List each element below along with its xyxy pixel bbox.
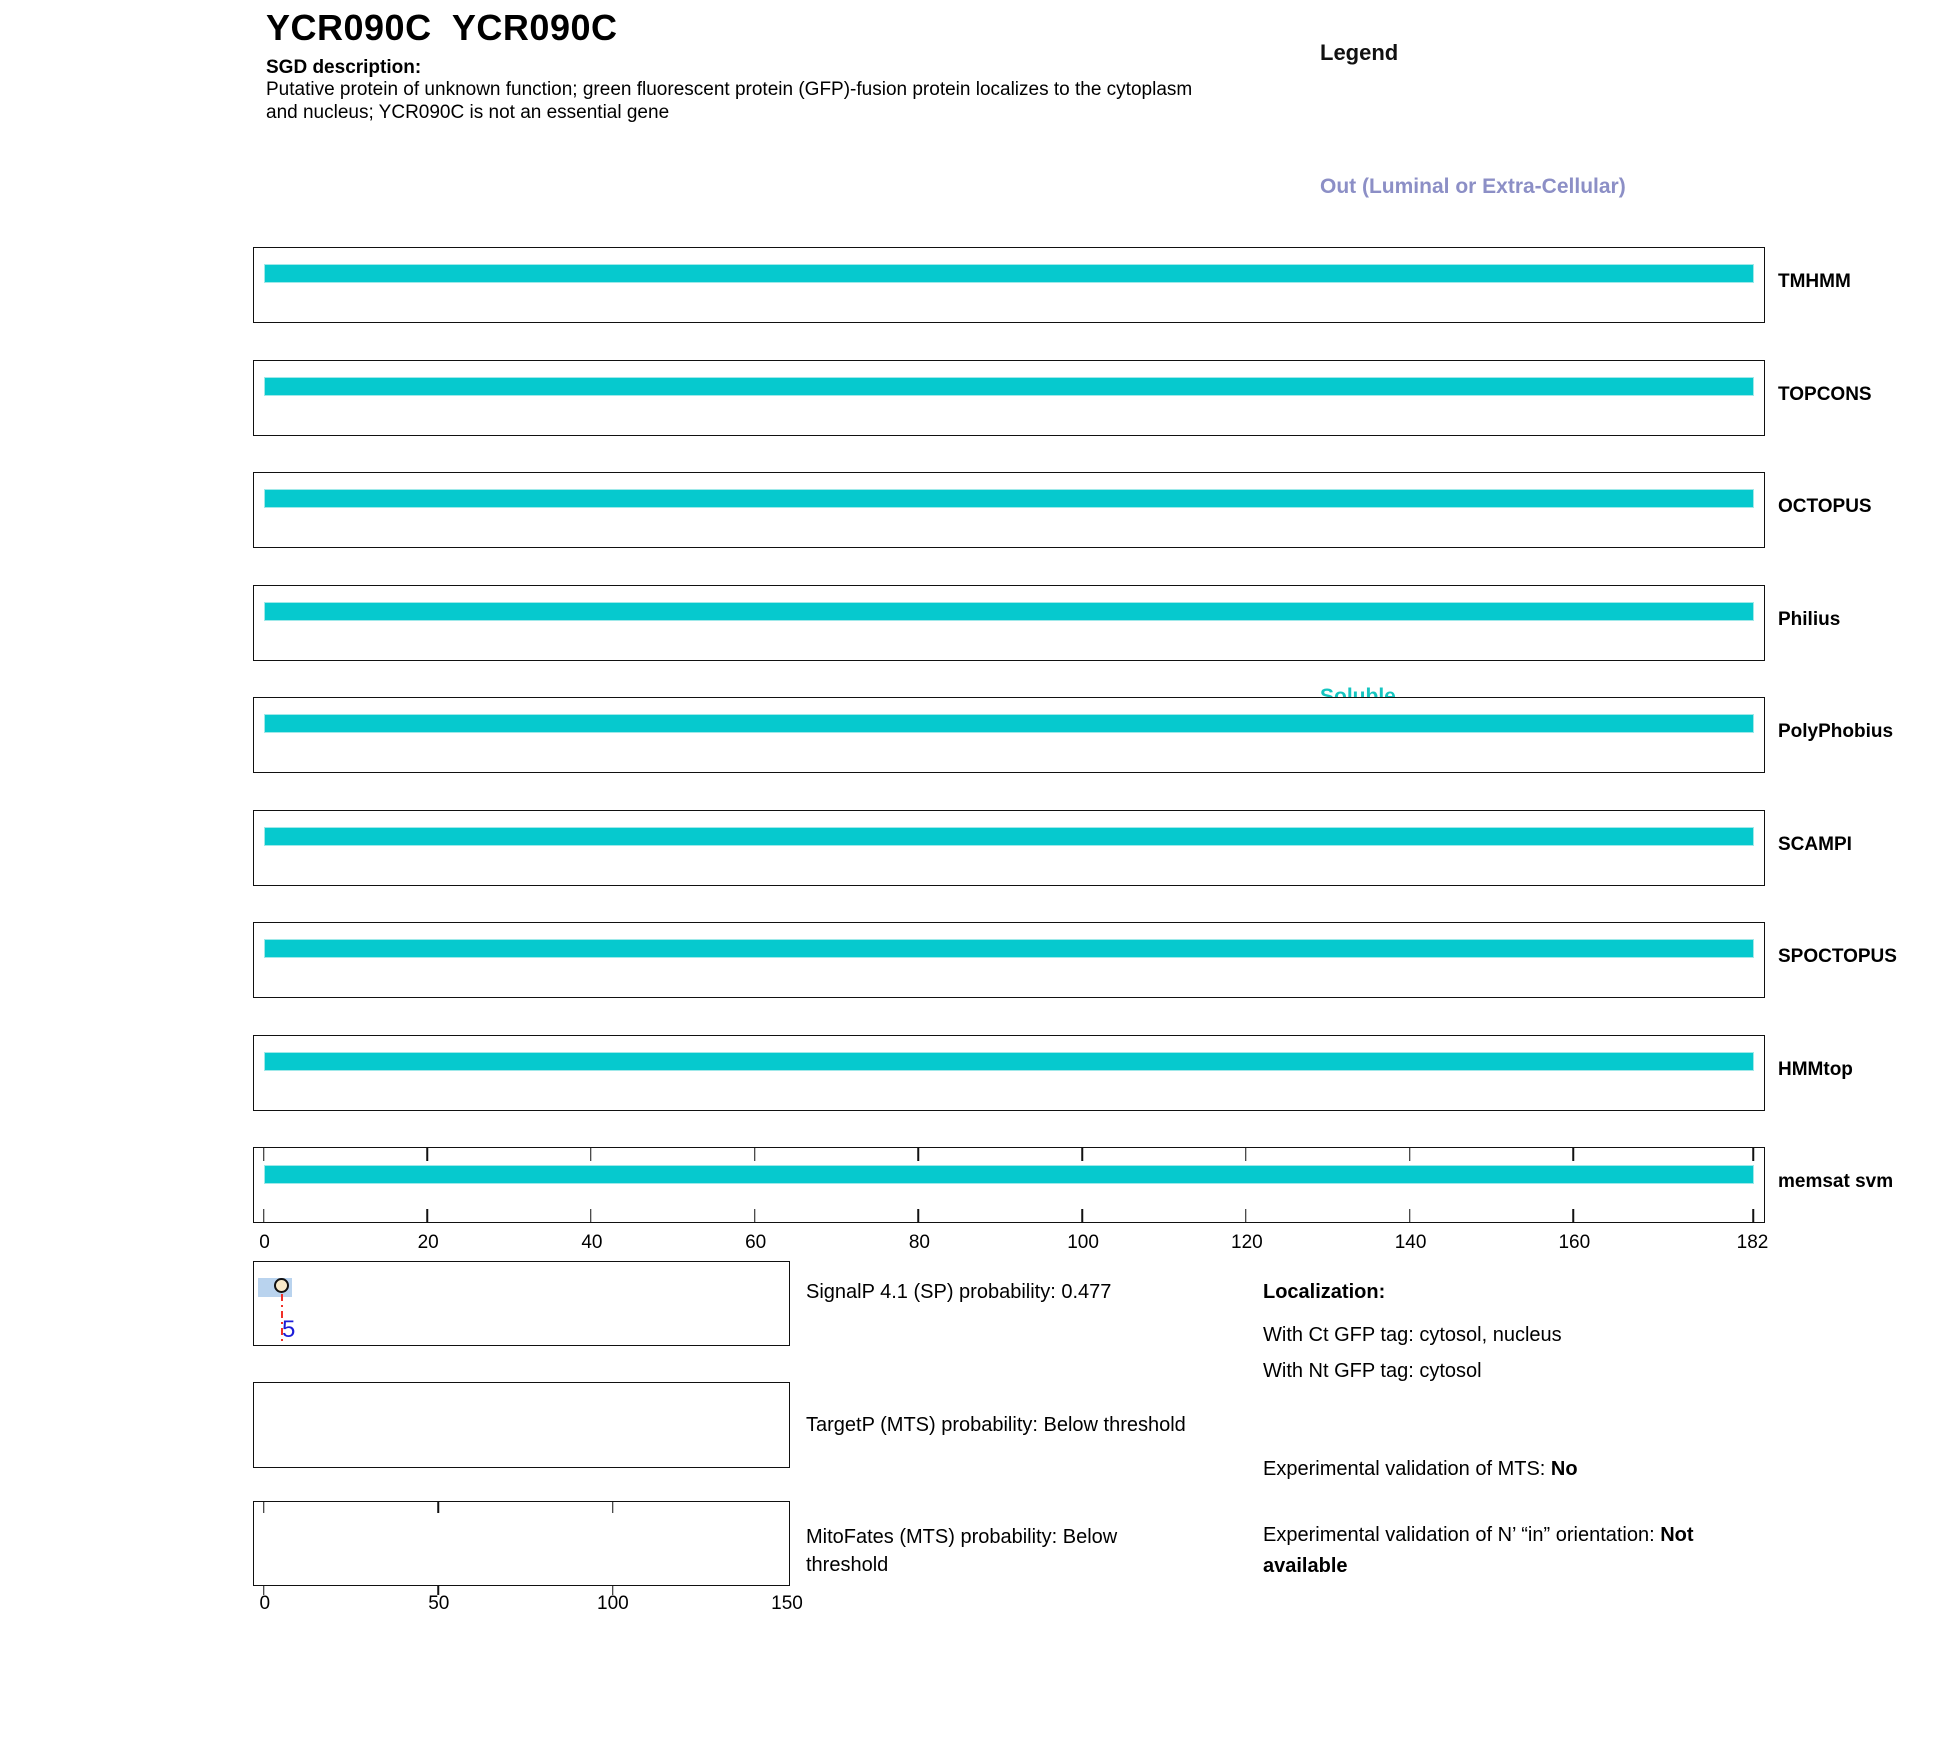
axis-tick-label: 0 — [259, 1232, 270, 1253]
sgd-description-heading: SGD description: — [266, 57, 422, 78]
axis-tick — [1573, 1209, 1575, 1222]
axis-tick-label: 80 — [908, 1232, 930, 1253]
legend-items — [1320, 102, 1727, 782]
soluble-bar — [264, 1052, 1754, 1071]
axis-tick-label: 140 — [1394, 1232, 1427, 1253]
axis-tick-label: 50 — [428, 1593, 450, 1614]
track-label-spoctopus: SPOCTOPUS — [1778, 946, 1897, 967]
cleavage-position-label: 5 — [282, 1316, 296, 1343]
axis-tick — [263, 1209, 265, 1222]
track-box-philius — [253, 585, 1765, 661]
targetp-text: TargetP (MTS) probability: Below threshold — [806, 1414, 1186, 1436]
orientation-validation-value1: Not — [1660, 1524, 1694, 1546]
track-label-scampi: SCAMPI — [1778, 834, 1852, 855]
mts-validation-text: Experimental validation of MTS: — [1263, 1458, 1551, 1480]
axis-ticks-bottom — [254, 1148, 1764, 1222]
axis-tick — [1753, 1209, 1755, 1222]
sgd-description-line1: Putative protein of unknown function; green fluorescent protein (GFP)-fusion protein localizes to the cytoplasm — [266, 79, 1193, 100]
legend-item-out: Out (Luminal or Extra-Cellular) — [1320, 175, 1626, 198]
track-label-memsat-svm: memsat svm — [1778, 1171, 1894, 1192]
track-label-octopus: OCTOPUS — [1778, 496, 1872, 517]
axis-tick — [426, 1209, 428, 1222]
soluble-bar — [264, 714, 1754, 733]
localization-heading: Localization: — [1263, 1281, 1386, 1303]
orientation-validation-line1 — [1263, 1524, 1694, 1547]
track-box-octopus — [253, 472, 1765, 548]
track-label-polyphobius: PolyPhobius — [1778, 721, 1894, 742]
track-label-topcons: TOPCONS — [1778, 384, 1872, 405]
axis-tick-label: 40 — [581, 1232, 603, 1253]
soluble-bar — [264, 602, 1754, 621]
axis-tick — [1245, 1209, 1247, 1222]
axis-tick-label: 0 — [259, 1593, 271, 1614]
page-title: YCR090C YCR090C — [266, 7, 618, 48]
mitofates-text-line1: MitoFates (MTS) probability: Below — [806, 1526, 1118, 1548]
track-box-topcons — [253, 360, 1765, 436]
track-label-philius: Philius — [1778, 609, 1841, 630]
orientation-validation-text: Experimental validation of N’ “in” orientation: — [1263, 1524, 1661, 1546]
track-label-hmmtop: HMMtop — [1778, 1059, 1853, 1080]
axis-tick-label: 182 — [1736, 1232, 1769, 1253]
axis-tick — [1409, 1209, 1411, 1222]
axis-tick-label: 120 — [1231, 1232, 1263, 1253]
sgd-description-line2: and nucleus; YCR090C is not an essential gene — [266, 102, 670, 123]
mitofates-plot-box — [253, 1501, 790, 1586]
soluble-bar — [264, 264, 1754, 283]
track-box-hmmtop — [253, 1035, 1765, 1111]
track-box-polyphobius — [253, 697, 1765, 773]
soluble-bar — [264, 827, 1754, 846]
track-box-spoctopus — [253, 922, 1765, 998]
soluble-bar — [264, 489, 1754, 508]
orientation-validation-value2: available — [1263, 1555, 1348, 1577]
axis-tick — [1081, 1209, 1083, 1222]
cleavage-site-marker — [274, 1278, 289, 1293]
signalp-text: SignalP 4.1 (SP) probability: 0.477 — [806, 1281, 1112, 1303]
axis-tick — [754, 1209, 756, 1222]
axis-tick-label: 20 — [417, 1232, 439, 1253]
track-box-tmhmm — [253, 247, 1765, 323]
mitofates-text-line2: threshold — [806, 1554, 889, 1576]
localization-nt: With Nt GFP tag: cytosol — [1263, 1360, 1482, 1382]
mts-validation — [1263, 1458, 1578, 1481]
axis-ticks-bottom-outside — [254, 1502, 789, 1585]
orientation-validation-line2 — [1263, 1555, 1348, 1578]
axis-tick-label: 150 — [771, 1593, 803, 1614]
track-label-tmhmm: TMHMM — [1778, 271, 1851, 292]
track-box-memsat-svm — [253, 1147, 1765, 1223]
localization-ct: With Ct GFP tag: cytosol, nucleus — [1263, 1324, 1562, 1346]
track-box-scampi — [253, 810, 1765, 886]
axis-tick-label: 100 — [1067, 1232, 1099, 1253]
targetp-plot-box — [253, 1382, 790, 1468]
axis-tick-label: 100 — [597, 1593, 629, 1614]
mts-validation-value: No — [1550, 1458, 1578, 1480]
legend-title: Legend — [1320, 40, 1399, 65]
soluble-bar — [264, 377, 1754, 396]
axis-tick — [918, 1209, 920, 1222]
signalp-plot-box — [253, 1261, 790, 1346]
axis-tick — [590, 1209, 592, 1222]
axis-tick-label: 160 — [1558, 1232, 1591, 1253]
axis-tick-label: 60 — [745, 1232, 767, 1253]
soluble-bar — [264, 939, 1754, 958]
